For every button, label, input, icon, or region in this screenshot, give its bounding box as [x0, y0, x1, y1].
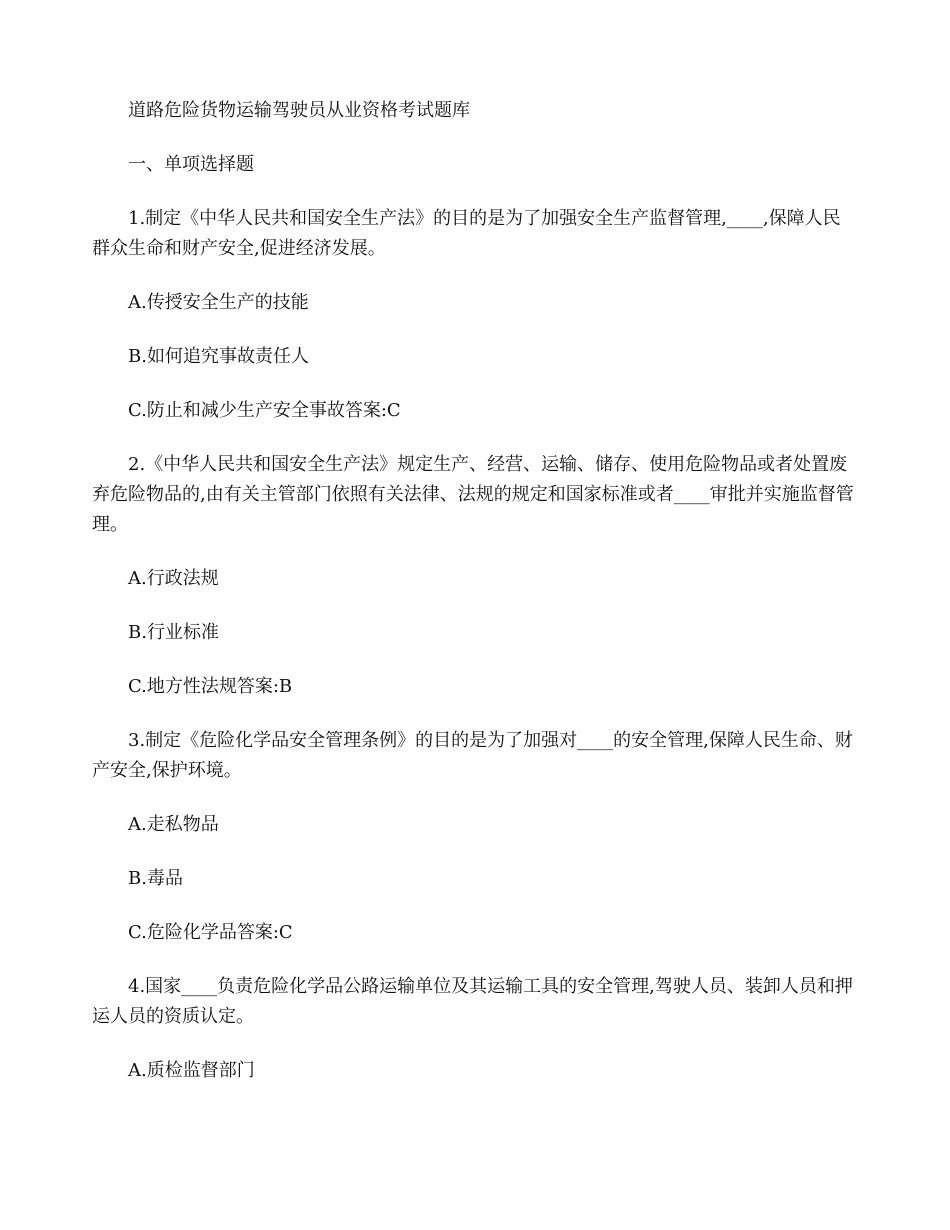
question-2-text: 2.《中华人民共和国安全生产法》规定生产、经营、运输、储存、使用危险物品或者处置废弃危险物品的,由有关主管部门依照有关法律、法规的规定和国家标准或者____审批并实施监督管理。 — [92, 454, 854, 535]
section-heading: 一、单项选择题 — [128, 154, 254, 175]
question-4-option-a: A.质检监督部门 — [128, 1060, 255, 1081]
question-1-option-a: A.传授安全生产的技能 — [128, 292, 309, 313]
question-3-option-b: B.毒品 — [128, 868, 183, 889]
question-2-option-b: B.行业标准 — [128, 622, 219, 643]
document-title: 道路危险货物运输驾驶员从业资格考试题库 — [128, 100, 470, 121]
question-1-text: 1.制定《中华人民共和国安全生产法》的目的是为了加强安全生产监督管理,____,保障人民群众生命和财产安全,促进经济发展。 — [92, 208, 841, 259]
question-3-text: 3.制定《危险化学品安全管理条例》的目的是为了加强对____的安全管理,保障人民生命、财产安全,保护环境。 — [92, 730, 853, 781]
question-2-option-c: C.地方性法规答案:B — [128, 676, 293, 697]
question-1-option-b: B.如何追究事故责任人 — [128, 346, 309, 367]
question-2-option-a: A.行政法规 — [128, 568, 219, 589]
question-1-option-c: C.防止和减少生产安全事故答案:C — [128, 400, 401, 421]
question-3-option-c: C.危险化学品答案:C — [128, 922, 293, 943]
question-3-option-a: A.走私物品 — [128, 814, 219, 835]
question-4-text: 4.国家____负责危险化学品公路运输单位及其运输工具的安全管理,驾驶人员、装卸人员和押运人员的资质认定。 — [92, 976, 853, 1027]
